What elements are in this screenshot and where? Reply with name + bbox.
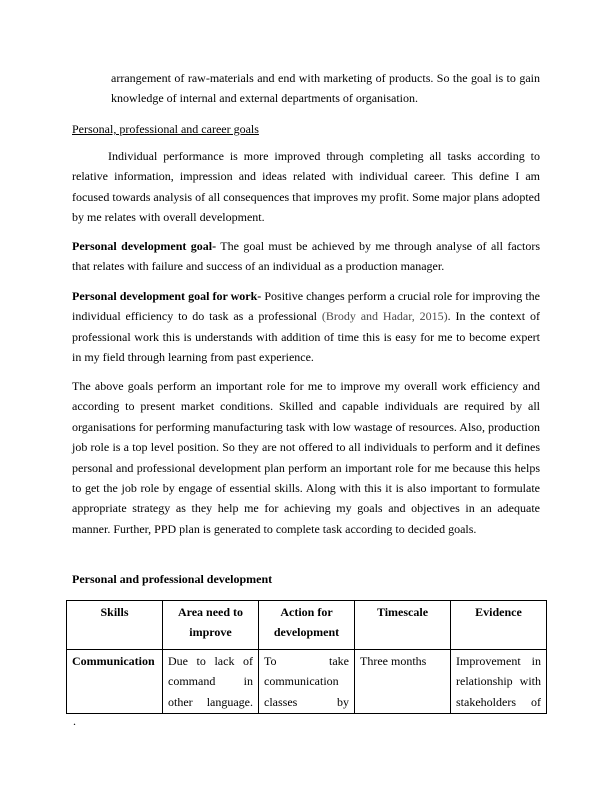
text-goal-for-work-b: . In the context of professional work this is understands with addition of time this is easy for me to become expert in my field through learning from past experience.	[72, 309, 540, 365]
ppd-table	[66, 600, 547, 714]
paragraph-individual-performance: Individual performance is more improved through completing all tasks according to relative information, impression and ideas related with individual career. This define I am focused towards analysis of all consequences that improves my profit. Some major plans adopted by me relates with overall development.	[72, 149, 540, 225]
citation: (Brody and Hadar, 2015)	[321, 309, 448, 324]
footer-mark: .	[73, 714, 76, 728]
header-timescale: Timescale	[355, 601, 451, 650]
header-area: Area need to improve	[163, 601, 259, 650]
section-heading-goals: Personal, professional and career goals	[72, 122, 259, 136]
header-action: Action for development	[259, 601, 355, 650]
text-goal-for-work-a: Positive changes perform a crucial role for improving the individual efficiency to do task as a professional	[72, 289, 540, 324]
table-row	[67, 650, 547, 714]
paragraph-personal-development-goal	[72, 236, 540, 277]
section-heading-ppd: Personal and professional development	[72, 572, 273, 586]
cell-timescale: Three months	[355, 650, 451, 714]
continuation-paragraph: arrangement of raw-materials and end with marketing of products. So the goal is to gain knowledge of internal and external departments of organisation.	[111, 71, 540, 106]
header-evidence: Evidence	[451, 601, 547, 650]
cell-action: To take communication classes by	[259, 650, 355, 714]
text-personal-development-goal: The goal must be achieved by me through analyse of all factors that relates with failure and success of an individual as a production manager.	[72, 239, 540, 274]
table-header-row	[67, 601, 547, 650]
cell-skill: Communication	[67, 650, 163, 714]
header-skills: Skills	[67, 601, 163, 650]
cell-evidence: Improvement in relationship with stakeholders of	[451, 650, 547, 714]
lead-goal-for-work: Personal development goal for work-	[72, 289, 262, 303]
lead-personal-development-goal: Personal development goal-	[72, 239, 217, 253]
paragraph-goal-for-work	[72, 286, 540, 368]
cell-area: Due to lack of command in other language.	[163, 650, 259, 714]
paragraph-goals-importance: The above goals perform an important role for me to improve my overall work efficiency and according to present market conditions. Skilled and capable individuals are required by all organisations for performing manufacturing task with low wastage of resources. Also, production job role is a top level position. So they are not offered to all individuals to perform and it defines personal and professional development plan perform an important role for me because this helps to get the job role by engage of essential skills. Along with this it is also important to formulate appropriate strategy as they help me for achieving my goals and objectives in an adequate manner. Further, PPD plan is generated to complete task according to decided goals.	[72, 379, 540, 536]
